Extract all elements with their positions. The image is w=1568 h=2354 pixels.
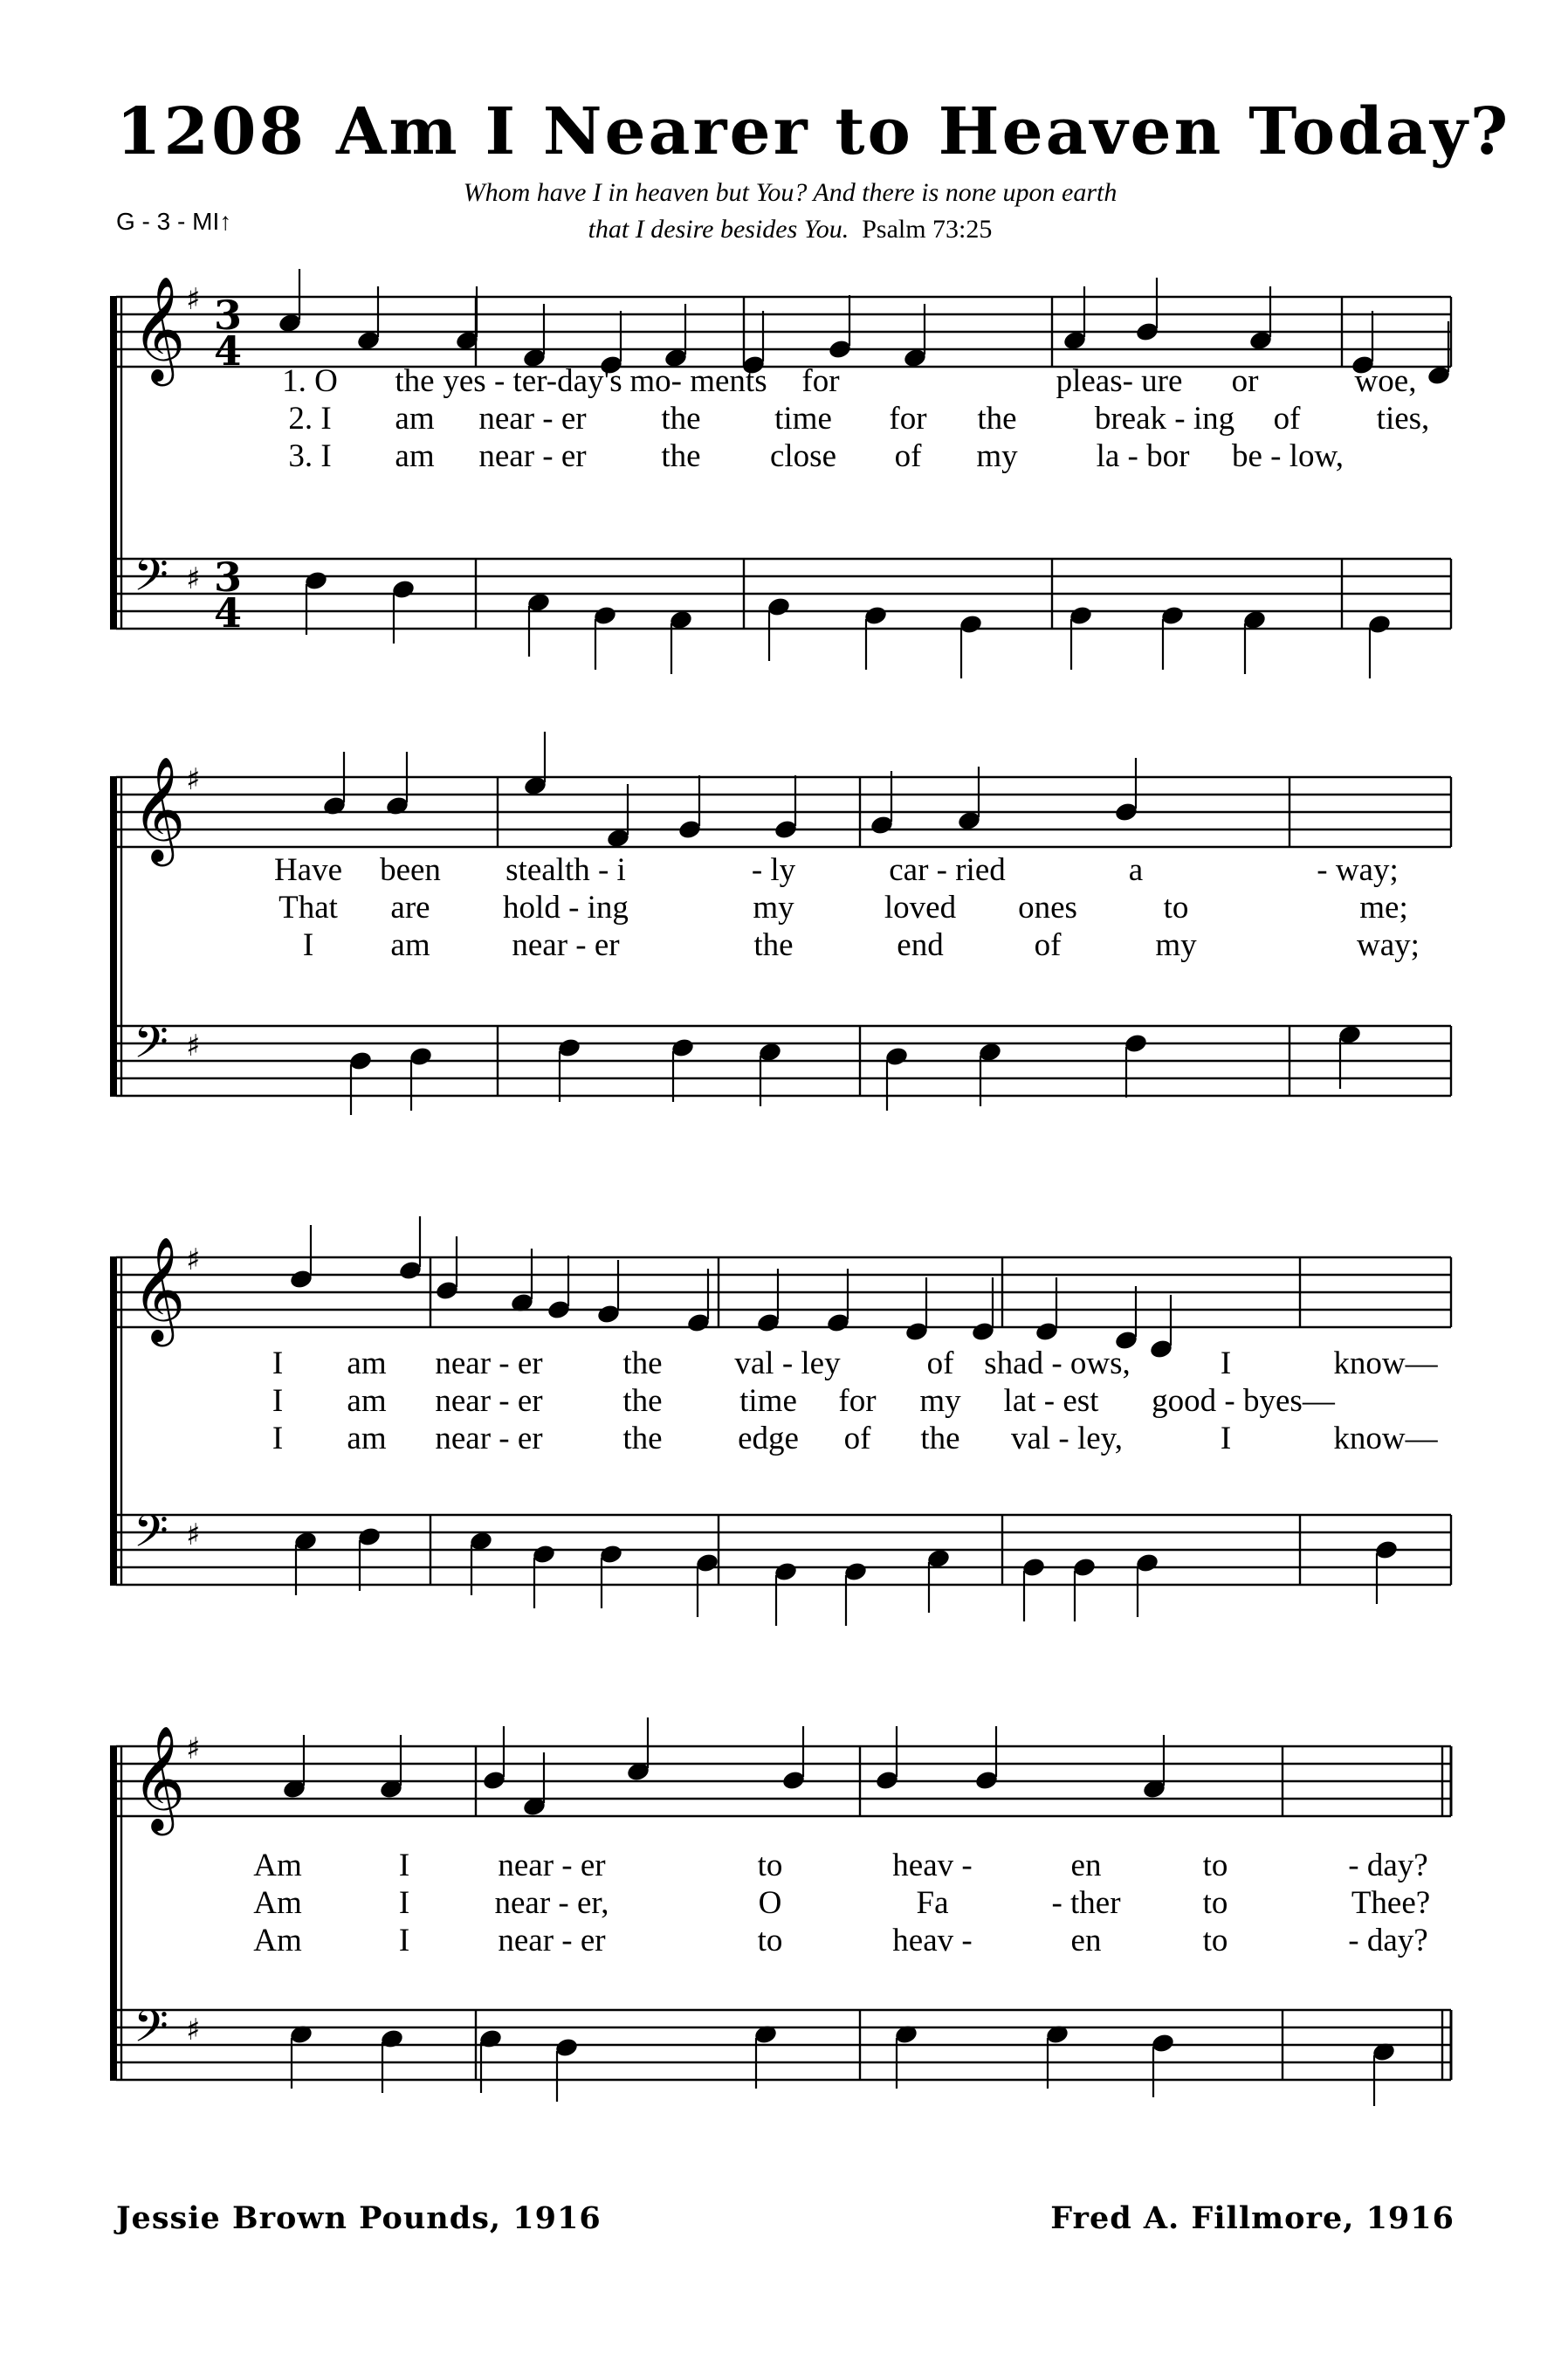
lyric-syllable: I xyxy=(398,1885,410,1921)
lyric-syllable: - way; xyxy=(1317,852,1399,888)
lyric-syllable: am xyxy=(347,1421,387,1456)
lyric-syllable: to xyxy=(757,1923,783,1958)
lyric-syllable: I xyxy=(1220,1346,1232,1381)
lyric-syllable: for xyxy=(838,1383,877,1419)
lyric-syllable: 3. I xyxy=(288,438,332,474)
lyric-syllable: - ly xyxy=(751,852,796,888)
lyric-syllable: I xyxy=(302,927,314,963)
lyric-syllable: the xyxy=(920,1421,960,1456)
treble-clef: 𝄞 xyxy=(132,1724,186,1831)
sharp-key-signature: ♯ xyxy=(186,2013,201,2048)
lyric-syllable: I xyxy=(398,1923,410,1958)
lyric-syllable: near - er xyxy=(498,1848,606,1883)
sharp-key-signature: ♯ xyxy=(186,1029,201,1063)
time-signature-bottom: 4 xyxy=(214,589,243,637)
lyric-syllable: en xyxy=(1070,1848,1102,1883)
lyric-syllable: 2. I xyxy=(288,401,332,437)
lyric-syllable: near - er xyxy=(435,1383,543,1419)
lyric-syllable: near - er xyxy=(498,1923,606,1958)
lyric-syllable: the xyxy=(661,401,701,437)
lyric-syllable: lat - est xyxy=(1003,1383,1099,1419)
hymn-number: 1208 xyxy=(116,94,306,169)
lyric-syllable: close xyxy=(769,438,837,474)
lyric-syllable: of xyxy=(926,1346,954,1381)
sharp-key-signature: ♯ xyxy=(186,1242,201,1277)
lyric-syllable: yes - ter-day's xyxy=(443,363,622,399)
lyric-syllable: of xyxy=(843,1421,871,1456)
lyric-syllable: near - er xyxy=(512,927,620,963)
lyric-syllable: know— xyxy=(1333,1346,1438,1381)
lyric-syllable: hold - ing xyxy=(503,890,629,926)
time-signature-top: 3 xyxy=(214,554,243,601)
lyric-syllable: my xyxy=(919,1383,961,1419)
lyric-syllable: I xyxy=(398,1848,410,1883)
lyric-syllable: car - ried xyxy=(889,852,1006,888)
lyric-syllable: to xyxy=(757,1848,783,1883)
words-credit: Jessie Brown Pounds, 1916 xyxy=(116,2200,602,2236)
lyric-syllable: near - er xyxy=(435,1421,543,1456)
lyric-syllable: of xyxy=(1273,401,1301,437)
lyric-syllable: am xyxy=(395,401,435,437)
sharp-key-signature: ♯ xyxy=(186,561,201,596)
lyric-syllable: O xyxy=(758,1885,782,1921)
lyric-syllable: break - ing xyxy=(1094,401,1235,437)
lyric-syllable: Have xyxy=(273,852,343,888)
lyric-syllable: end xyxy=(897,927,944,963)
time-signature-bottom: 4 xyxy=(214,327,243,375)
lyric-syllable: to xyxy=(1202,1885,1228,1921)
lyric-syllable: heav - xyxy=(892,1923,973,1958)
lyric-syllable: to xyxy=(1202,1923,1228,1958)
lyric-syllable: stealth - i xyxy=(505,852,626,888)
lyric-syllable: near - er, xyxy=(494,1885,609,1921)
bass-clef: 𝄢 xyxy=(134,2000,168,2063)
lyric-syllable: 1. O xyxy=(282,363,338,399)
scripture-line-1: Whom have I in heaven but You? And there is none upon earth xyxy=(463,178,1118,207)
lyric-syllable: been xyxy=(380,852,441,888)
lyric-syllable: Am xyxy=(253,1923,302,1958)
lyric-syllable: a xyxy=(1128,852,1144,888)
lyric-syllable: good - byes— xyxy=(1152,1383,1335,1419)
lyric-syllable: Am xyxy=(253,1885,302,1921)
lyric-syllable: am xyxy=(347,1383,387,1419)
lyric-syllable: time xyxy=(774,401,832,437)
lyric-syllable: the xyxy=(622,1346,663,1381)
treble-clef: 𝄞 xyxy=(132,755,186,862)
lyric-syllable: am xyxy=(390,927,430,963)
lyric-syllable: I xyxy=(272,1346,284,1381)
music-credit: Fred A. Fillmore, 1916 xyxy=(1050,2200,1455,2236)
lyric-syllable: for xyxy=(889,401,927,437)
treble-clef: 𝄞 xyxy=(132,275,186,382)
lyric-syllable: are xyxy=(390,890,430,926)
scripture-line-2: that I desire besides You. xyxy=(588,215,849,244)
lyric-syllable: Thee? xyxy=(1351,1885,1431,1921)
lyric-syllable: my xyxy=(753,890,794,926)
lyric-syllable: the xyxy=(753,927,794,963)
key-signature-label: G - 3 - MI↑ xyxy=(116,208,232,235)
lyric-syllable: near - er xyxy=(478,438,587,474)
lyric-syllable: the xyxy=(661,438,701,474)
lyric-syllable: my xyxy=(1155,927,1197,963)
lyric-syllable: val - ley xyxy=(734,1346,841,1381)
hymn-title: Am I Nearer to Heaven Today? xyxy=(335,94,1511,169)
sharp-key-signature: ♯ xyxy=(186,762,201,797)
lyric-syllable: shad - ows, xyxy=(984,1346,1131,1381)
lyric-syllable: time xyxy=(739,1383,797,1419)
lyric-syllable: my xyxy=(976,438,1018,474)
treble-clef: 𝄞 xyxy=(132,1236,186,1342)
lyric-syllable: near - er xyxy=(478,401,587,437)
lyric-syllable: That xyxy=(279,890,338,926)
lyric-syllable: am xyxy=(395,438,435,474)
lyric-syllable: the xyxy=(622,1383,663,1419)
lyric-syllable: to xyxy=(1202,1848,1228,1883)
sharp-key-signature: ♯ xyxy=(186,1731,201,1766)
lyric-syllable: woe, xyxy=(1354,363,1417,399)
bass-clef: 𝄢 xyxy=(134,1504,168,1568)
lyric-syllable: of xyxy=(894,438,922,474)
lyric-syllable: Fa xyxy=(916,1885,949,1921)
lyric-syllable: - ther xyxy=(1051,1885,1121,1921)
lyric-syllable: way; xyxy=(1357,927,1420,963)
lyric-syllable: am xyxy=(347,1346,387,1381)
scripture-reference: Psalm 73:25 xyxy=(862,215,993,244)
lyric-syllable: - day? xyxy=(1348,1923,1428,1958)
lyric-syllable: ties, xyxy=(1376,401,1430,437)
lyric-syllable: I xyxy=(272,1383,284,1419)
lyric-syllable: Am xyxy=(253,1848,302,1883)
lyric-syllable: loved xyxy=(884,890,957,926)
lyric-syllable: ones xyxy=(1018,890,1077,926)
sharp-key-signature: ♯ xyxy=(186,1518,201,1552)
lyric-syllable: know— xyxy=(1333,1421,1438,1456)
lyric-syllable: the xyxy=(622,1421,663,1456)
lyric-syllable: near - er xyxy=(435,1346,543,1381)
lyric-syllable: for xyxy=(801,363,840,399)
time-signature-top: 3 xyxy=(214,292,243,339)
lyric-syllable: me; xyxy=(1359,890,1408,926)
lyric-syllable: the xyxy=(977,401,1017,437)
lyric-syllable: be - low, xyxy=(1231,438,1344,474)
lyric-syllable: to xyxy=(1163,890,1189,926)
lyric-syllable: I xyxy=(272,1421,284,1456)
lyric-syllable: - day? xyxy=(1348,1848,1428,1883)
lyric-syllable: of xyxy=(1034,927,1062,963)
lyric-syllable: or xyxy=(1231,363,1259,399)
lyric-syllable: the xyxy=(395,363,435,399)
bass-clef: 𝄢 xyxy=(134,548,168,612)
lyric-syllable: heav - xyxy=(892,1848,973,1883)
lyric-syllable: edge xyxy=(738,1421,799,1456)
lyric-syllable: mo- ments xyxy=(629,363,767,399)
lyric-syllable: la - bor xyxy=(1096,438,1190,474)
bass-clef: 𝄢 xyxy=(134,1015,168,1079)
lyric-syllable: I xyxy=(1220,1421,1232,1456)
lyric-syllable: val - ley, xyxy=(1010,1421,1124,1456)
lyric-syllable: en xyxy=(1070,1923,1102,1958)
sharp-key-signature: ♯ xyxy=(186,282,201,317)
lyric-syllable: pleas- ure xyxy=(1056,363,1183,399)
